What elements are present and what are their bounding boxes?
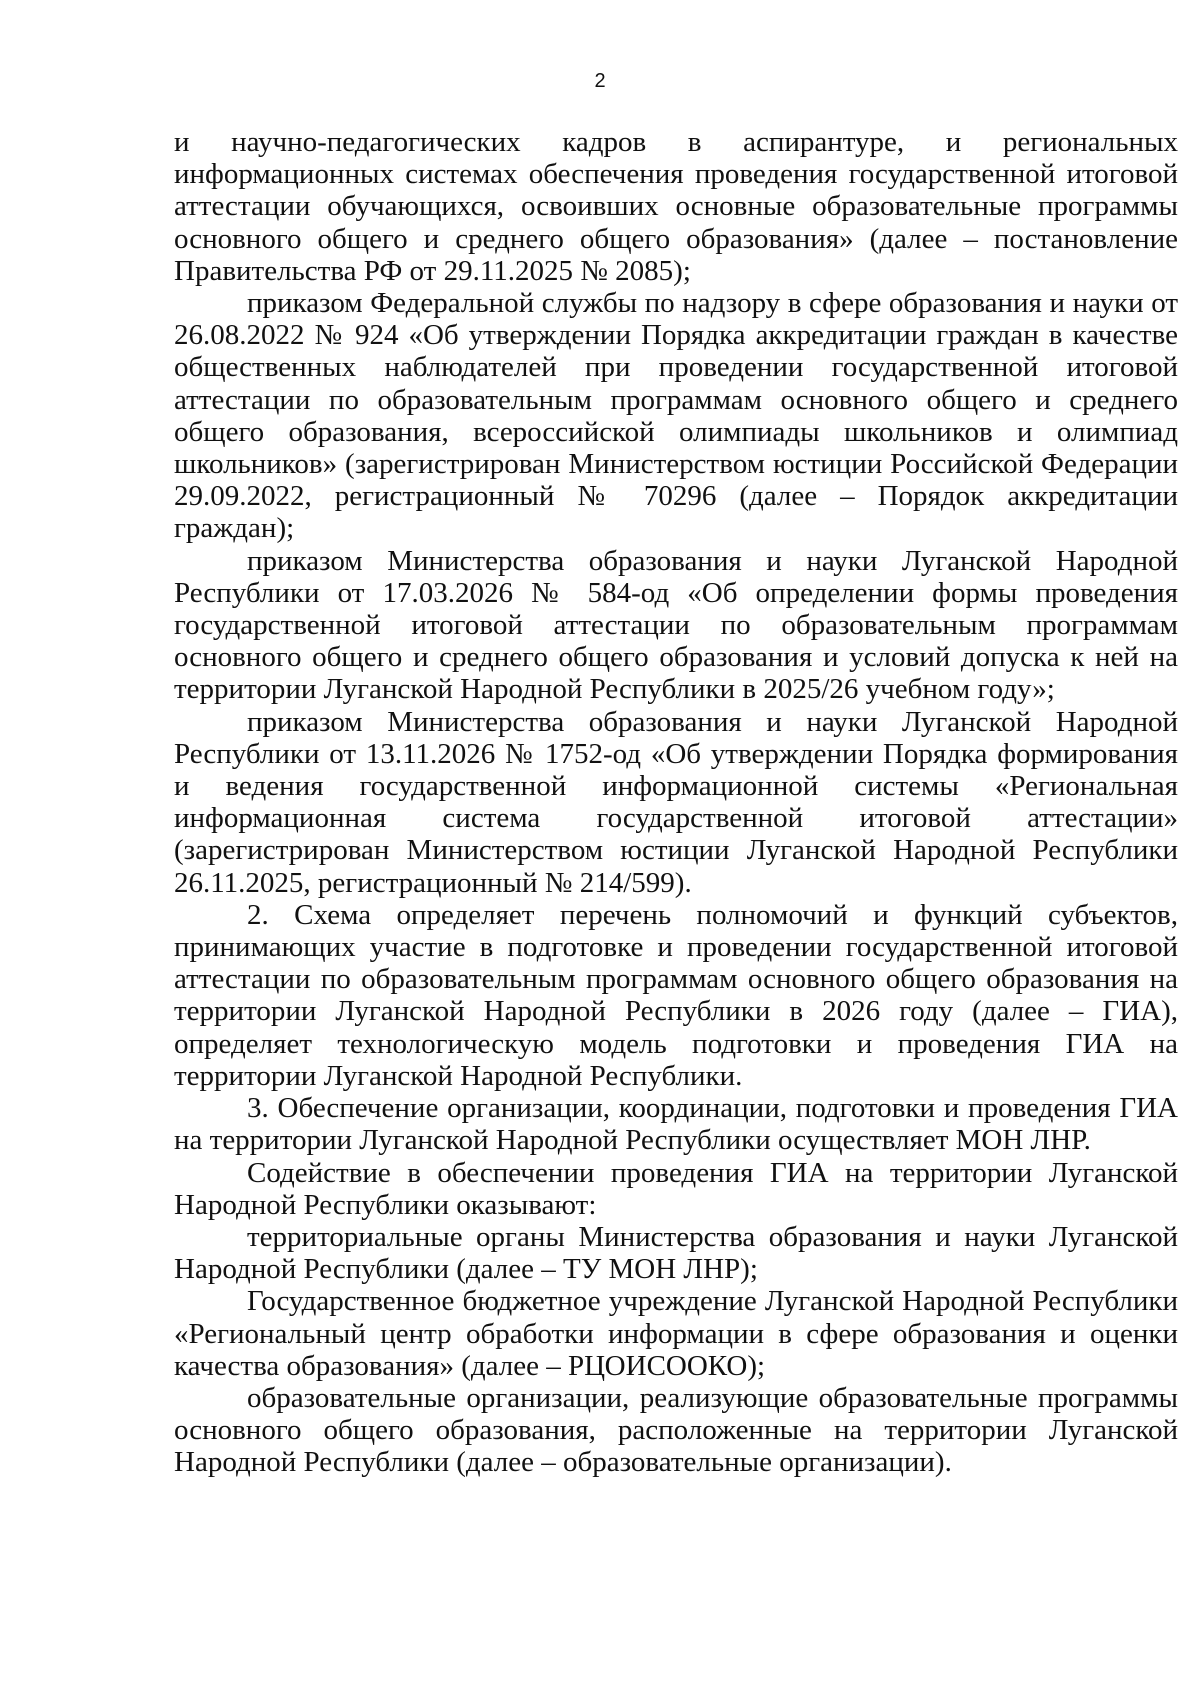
paragraph-continuation: и научно-педагогических кадров в аспирантуре, и региональных информационных системах обеспечения проведения государственной итоговой аттестации обучающихся, освоивших основные образовательные программы основного общего и среднего общего образования» (далее – постановление Правительства РФ от 29.11.2025 № 2085); [174, 126, 1178, 287]
paragraph-order-1752-od: приказом Министерства образования и науки Луганской Народной Республики от 13.11.2026 № 1752-од «Об утверждении Порядка формирования и ведения государственной информационной системы «Региональная информационная система государственной итоговой аттестации» (зарегистрирован Министерством юстиции Луганской Народной Республики 26.11.2025, регистрационный № 214/599). [174, 705, 1178, 899]
paragraph-order-584-od: приказом Министерства образования и науки Луганской Народной Республики от 17.03.2026 № 584-од «Об определении формы проведения государственной итоговой аттестации по образовательным программам основного общего и среднего общего образования и условий допуска к ней на территории Луганской Народной Республики в 2025/26 учебном году»; [174, 544, 1178, 706]
paragraph-rcoi: Государственное бюджетное учреждение Луганской Народной Республики «Региональный центр обработки информации в сфере образования и оценки качества образования» (далее – РЦОИСООКО); [174, 1285, 1178, 1382]
document-body [174, 126, 1178, 1479]
paragraph-territorial-bodies: территориальные органы Министерства образования и науки Луганской Народной Республики (далее – ТУ МОН ЛНР); [174, 1220, 1178, 1286]
page-number: 2 [594, 70, 606, 92]
paragraph-clause-2: 2. Схема определяет перечень полномочий и функций субъектов, принимающих участие в подготовке и проведении государственной итоговой аттестации по образовательным программам основного общего образования на территории Луганской Народной Республики в 2026 году (далее – ГИА), определяет технологическую модель подготовки и проведения ГИА на территории Луганской Народной Республики. [174, 898, 1178, 1092]
paragraph-clause-3: 3. Обеспечение организации, координации, подготовки и проведения ГИА на территории Луганской Народной Республики осуществляет МОН ЛНР. [174, 1092, 1178, 1157]
paragraph-order-rosobrnadzor: приказом Федеральной службы по надзору в сфере образования и науки от 26.08.2022 № 924 «Об утверждении Порядка аккредитации граждан в качестве общественных наблюдателей при проведении государственной итоговой аттестации по образовательным программам основного общего и среднего общего образования, всероссийской олимпиады школьников и олимпиад школьников» (зарегистрирован Министерством юстиции Российской Федерации 29.09.2022, регистрационный № 70296 (далее – Порядок аккредитации граждан); [174, 287, 1178, 545]
paragraph-assistance-intro: Содействие в обеспечении проведения ГИА на территории Луганской Народной Республики оказывают: [174, 1156, 1178, 1221]
paragraph-educational-organizations: образовательные организации, реализующие образовательные программы основного общего образования, расположенные на территории Луганской Народной Республики (далее – образовательные организации). [174, 1381, 1178, 1479]
